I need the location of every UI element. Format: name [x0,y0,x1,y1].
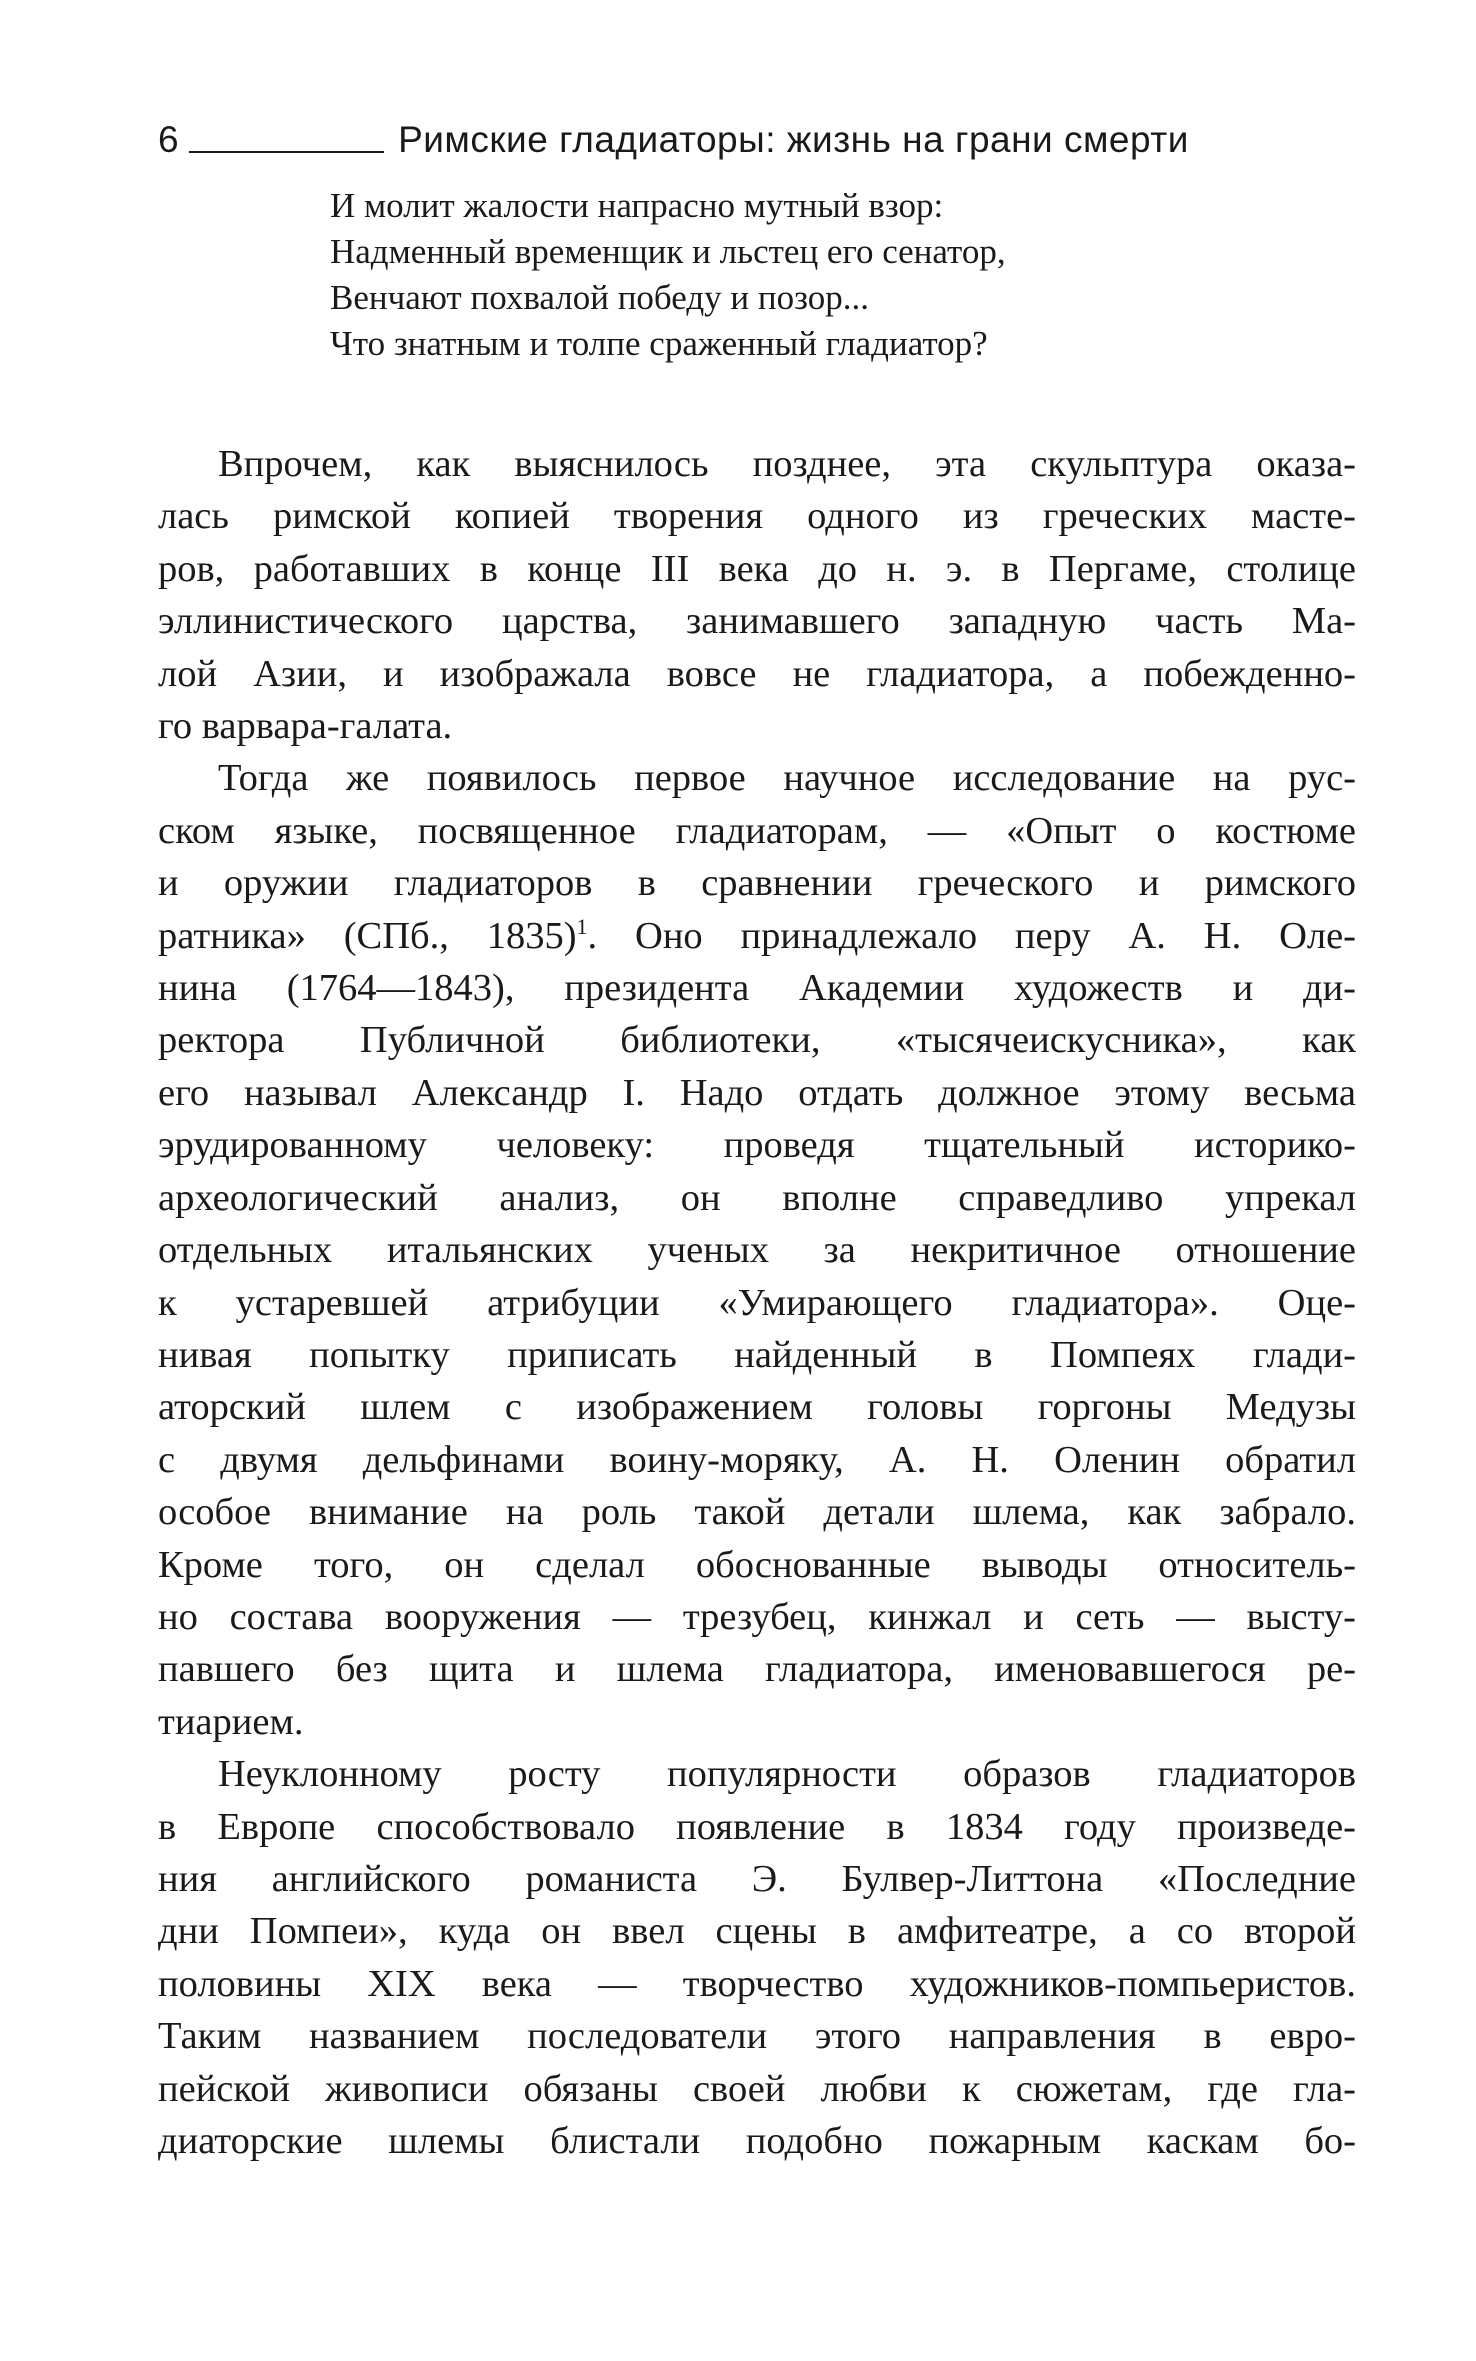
header-rule [189,151,384,153]
text-line-with-footnote [158,910,1356,962]
poem-line: И молит жалости напрасно мутный взор: [330,186,944,225]
text-line: Неуклонному росту популярности образов гладиаторов [218,1753,1356,1796]
text-line: дни Помпеи», куда он ввел сцены в амфитеатре, а со второй [158,1910,1356,1953]
text-line: ния английского романиста Э. Булвер-Литтона «Последние [158,1857,1356,1900]
text-line: го варвара-галата. [158,705,453,748]
text-line: эллинистического царства, занимавшего западную часть Ма- [158,600,1356,643]
text-line: особое внимание на роль такой детали шлема, как забрало. [158,1491,1356,1534]
text-fragment: ратника» (СПб., 1835) [158,914,577,957]
text-line: нивая попытку приписать найденный в Помпеях глади- [158,1333,1356,1376]
text-line: но состава вооружения — трезубец, кинжал и сеть — высту- [158,1595,1356,1638]
paragraph-2 [158,752,1356,1748]
footnote-marker[interactable]: 1 [576,913,588,939]
text-line: Тогда же появилось первое научное исследование на рус- [218,757,1356,800]
text-line: эрудированному человеку: проведя тщательный историко- [158,1124,1356,1167]
text-line: его называл Александр I. Надо отдать должное этому весьма [158,1071,1356,1114]
text-line: ректора Публичной библиотеки, «тысячеискусника», как [158,1019,1356,1062]
text-line: в Европе способствовало появление в 1834 году произведе- [158,1805,1356,1848]
text-line: аторский шлем с изображением головы горгоны Медузы [158,1386,1356,1429]
text-line: ров, работавших в конце III века до н. э. в Пергаме, столице [158,547,1356,590]
page-number: 6 [158,119,180,160]
text-line: пейской живописи обязаны своей любви к сюжетам, где гла- [158,2067,1356,2110]
text-line: диаторские шлемы блистали подобно пожарным каскам бо- [158,2120,1356,2162]
body-text [158,438,1356,2167]
paragraph-1 [158,438,1356,752]
text-line: ском языке, посвященное гладиаторам, — «Опыт о костюме [158,809,1356,852]
text-line: отдельных итальянских ученых за некритичное отношение [158,1229,1356,1272]
text-line: археологический анализ, он вполне справедливо упрекал [158,1176,1356,1219]
text-fragment: . Оно принадлежало перу А. Н. Оле- [587,914,1356,957]
text-line: Таким названием последователи этого направления в евро- [158,2015,1356,2058]
text-line: нина (1764—1843), президента Академии художеств и ди- [158,967,1356,1010]
text-line: лой Азии, и изображала вовсе не гладиатора, а побежденно- [158,652,1356,695]
text-line: Кроме того, он сделал обоснованные выводы относитель- [158,1543,1356,1586]
text-line: к устаревшей атрибуции «Умирающего гладиатора». Оце- [158,1281,1356,1324]
text-line: Впрочем, как выяснилось позднее, эта скульптура оказа- [218,443,1356,485]
poem-epigraph [330,183,1290,367]
running-header [158,106,1356,162]
running-title: Римские гладиаторы: жизнь на грани смерти [398,119,1189,160]
poem-line: Венчают похвалой победу и позор... [330,278,869,317]
text-line: и оружии гладиаторов в сравнении греческого и римского [158,862,1356,905]
text-line: тиарием. [158,1700,304,1743]
text-line: половины XIX века — творчество художников-помпьеристов. [158,1962,1356,2005]
poem-line: Что знатным и толпе сраженный гладиатор? [330,324,988,363]
text-line: с двумя дельфинами воину-моряку, А. Н. Оленин обратил [158,1438,1356,1481]
poem-line: Надменный временщик и льстец его сенатор, [330,232,1006,271]
text-line: лась римской копией творения одного из греческих масте- [158,495,1356,538]
paragraph-3 [158,1748,1356,2167]
text-line: павшего без щита и шлема гладиатора, именовавшегося ре- [158,1648,1356,1691]
